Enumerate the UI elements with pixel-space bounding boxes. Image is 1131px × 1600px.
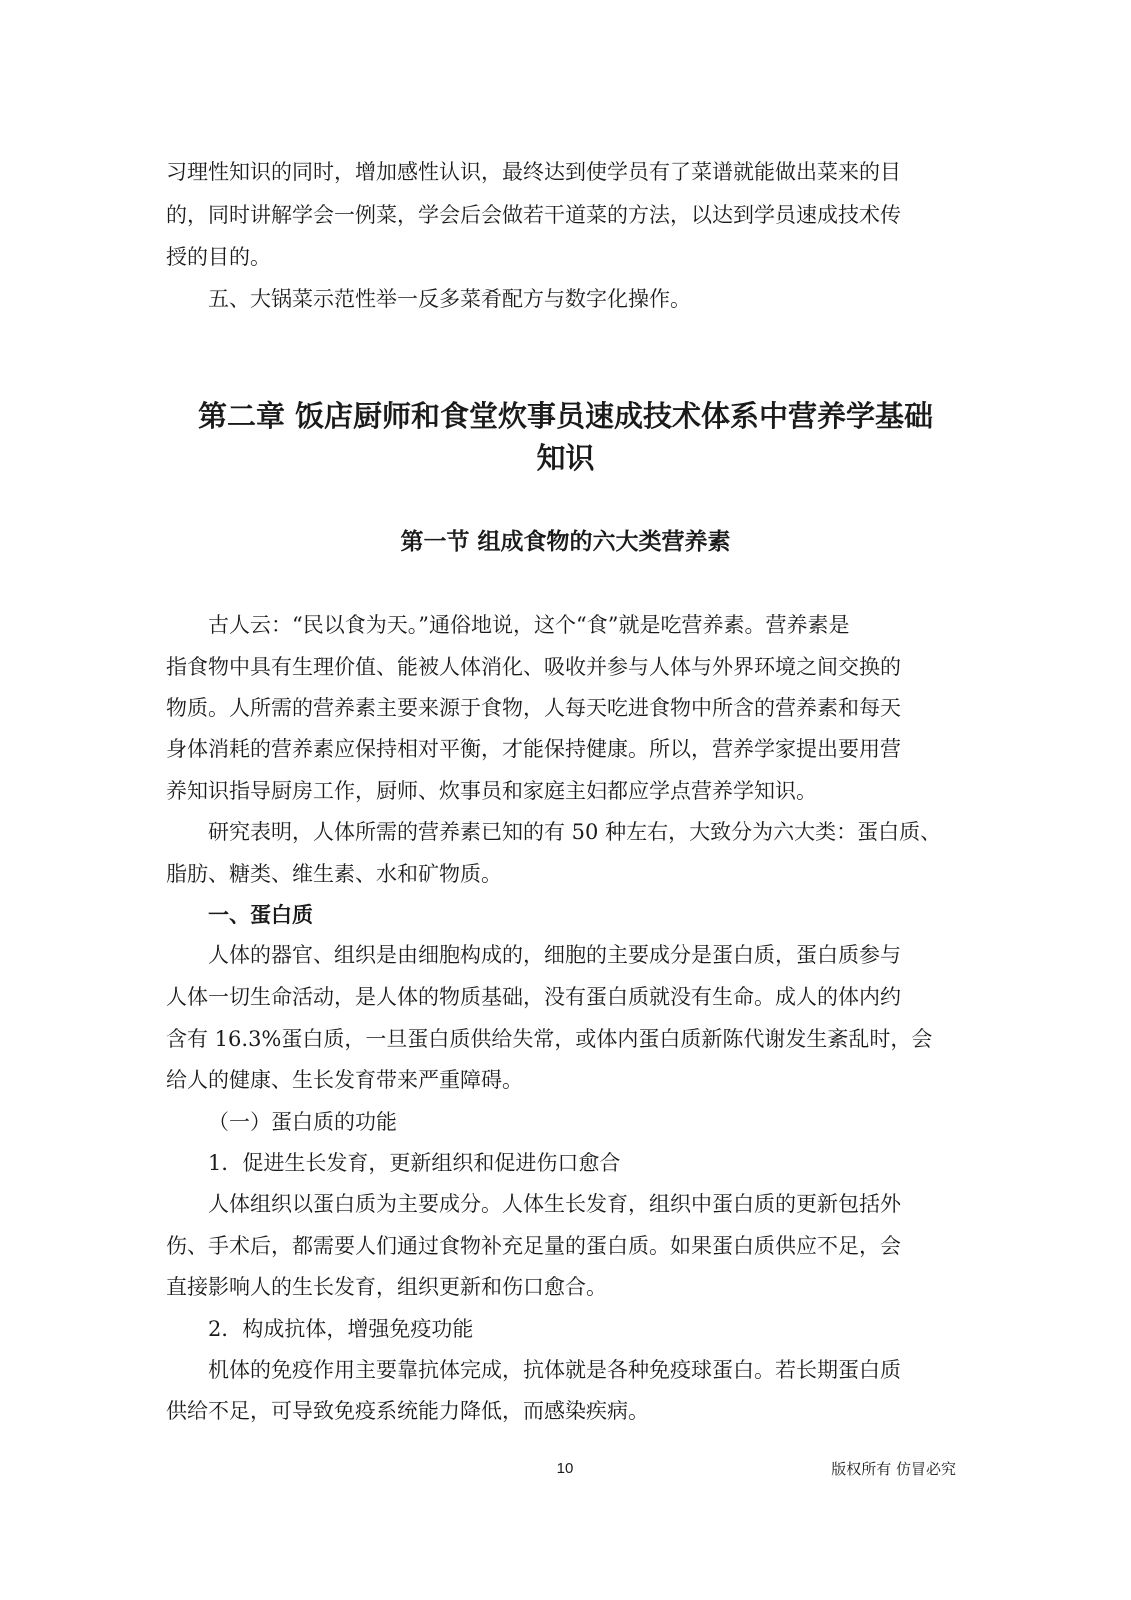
subheading-function: （一）蛋白质的功能 bbox=[208, 1110, 397, 1134]
body-text-line: 脂肪、糖类、维生素、水和矿物质。 bbox=[166, 862, 502, 886]
body-text-line: 人体一切生命活动，是人体的物质基础，没有蛋白质就没有生命。成人的体内约 bbox=[166, 985, 901, 1009]
list-item-five: 五、大锅菜示范性举一反多菜肴配方与数字化操作。 bbox=[208, 287, 691, 311]
section-title: 第一节 组成食物的六大类营养素 bbox=[400, 529, 731, 555]
body-text-line: 供给不足，可导致免疫系统能力降低，而感染疾病。 bbox=[166, 1399, 649, 1423]
body-text-line: 身体消耗的营养素应保持相对平衡，才能保持健康。所以，营养学家提出要用营 bbox=[166, 737, 901, 761]
page-number: 10 bbox=[556, 1460, 574, 1477]
body-text-line: 授的目的。 bbox=[166, 245, 271, 269]
chapter-title-line: 第二章 饭店厨师和食堂炊事员速成技术体系中营养学基础 bbox=[197, 399, 934, 433]
chapter-title-line: 知识 bbox=[536, 441, 595, 475]
body-text-line: 机体的免疫作用主要靠抗体完成，抗体就是各种免疫球蛋白。若长期蛋白质 bbox=[208, 1358, 901, 1382]
body-text-line: 伤、手术后，都需要人们通过食物补充足量的蛋白质。如果蛋白质供应不足，会 bbox=[166, 1234, 901, 1258]
body-text-line: 习理性知识的同时，增加感性认识，最终达到使学员有了菜谱就能做出菜来的目 bbox=[166, 160, 901, 184]
body-text-line: 含有 16.3%蛋白质，一旦蛋白质供给失常，或体内蛋白质新陈代谢发生紊乱时，会 bbox=[166, 1027, 933, 1051]
point-one-title: 1．促进生长发育，更新组织和促进伤口愈合 bbox=[208, 1151, 621, 1175]
body-text-line: 物质。人所需的营养素主要来源于食物，人每天吃进食物中所含的营养素和每天 bbox=[166, 696, 901, 720]
body-text-line: 养知识指导厨房工作，厨师、炊事员和家庭主妇都应学点营养学知识。 bbox=[166, 779, 817, 803]
body-text-line: 给人的健康、生长发育带来严重障碍。 bbox=[166, 1068, 523, 1092]
body-text-line: 人体组织以蛋白质为主要成分。人体生长发育，组织中蛋白质的更新包括外 bbox=[208, 1192, 901, 1216]
point-two-title: 2．构成抗体，增强免疫功能 bbox=[208, 1317, 474, 1341]
body-text-line: 研究表明，人体所需的营养素已知的有 50 种左右，大致分为六大类：蛋白质、 bbox=[208, 820, 942, 844]
body-text-line: 直接影响人的生长发育，组织更新和伤口愈合。 bbox=[166, 1275, 607, 1299]
body-text-line: 指食物中具有生理价值、能被人体消化、吸收并参与人体与外界环境之间交换的 bbox=[166, 655, 901, 679]
copyright-notice: 版权所有 仿冒必究 bbox=[831, 1460, 956, 1478]
body-text-line: 人体的器官、组织是由细胞构成的，细胞的主要成分是蛋白质，蛋白质参与 bbox=[208, 943, 901, 967]
body-text-line: 古人云：“民以食为天。”通俗地说，这个“食”就是吃营养素。营养素是 bbox=[208, 613, 850, 637]
heading-protein: 一、蛋白质 bbox=[208, 903, 313, 927]
body-text-line: 的，同时讲解学会一例菜，学会后会做若干道菜的方法，以达到学员速成技术传 bbox=[166, 203, 901, 227]
